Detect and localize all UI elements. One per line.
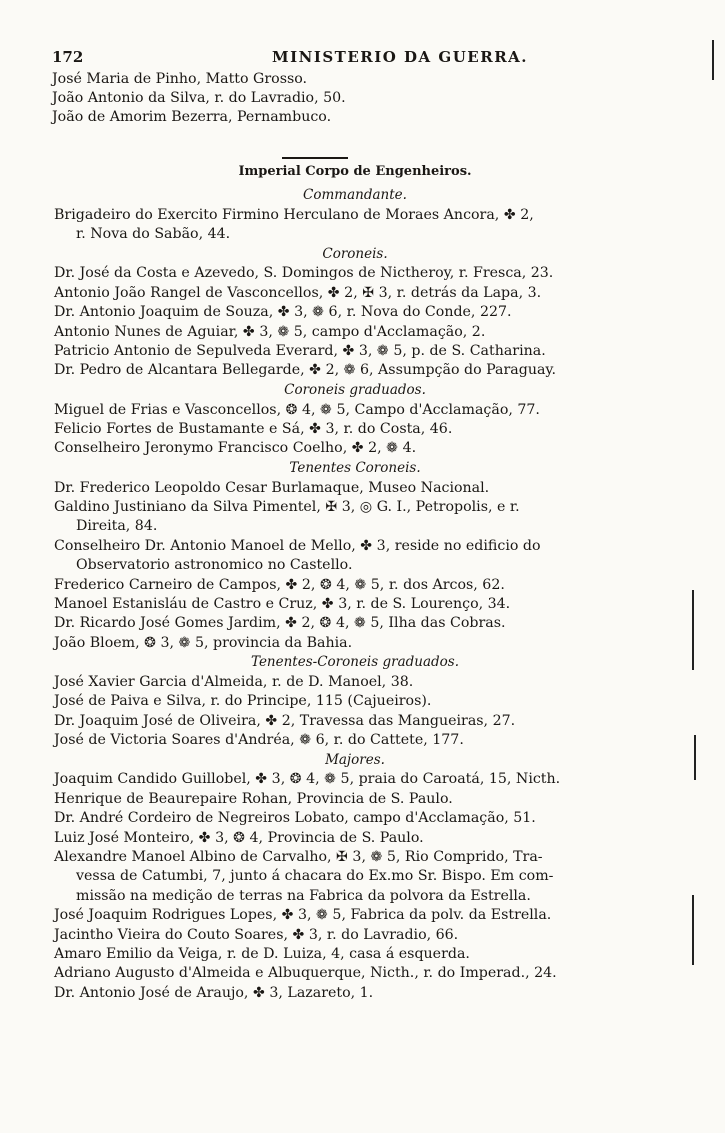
entry-line: Antonio João Rangel de Vasconcellos, ✤ 2, ✠ 3, r. detrás da Lapa, 3. [54, 284, 542, 301]
entry-line: Dr. Joaquim José de Oliveira, ✤ 2, Travessa das Mangueiras, 27. [54, 712, 516, 729]
entry-line: João Antonio da Silva, r. do Lavradio, 50. [52, 90, 346, 106]
entry-line: Joaquim Candido Guillobel, ✤ 3, ❂ 4, ❁ 5, praia do Caroatá, 15, Nicth. [54, 771, 561, 788]
entry-line: Dr. Antonio José de Araujo, ✤ 3, Lazareto, 1. [54, 984, 374, 1001]
margin-mark [692, 895, 694, 965]
entry-line: José de Paiva e Silva, r. do Principe, 115 (Cajueiros). [54, 693, 432, 710]
subsection-heading: Tenentes Coroneis. [289, 459, 421, 476]
entry-line: José de Victoria Soares d'Andréa, ❁ 6, r. do Cattete, 177. [54, 732, 464, 749]
subsection-heading: Coroneis graduados. [284, 381, 426, 398]
section-title: Imperial Corpo de Engenheiros. [238, 164, 472, 179]
entry-continuation: r. Nova do Sabão, 44. [76, 226, 231, 243]
entry-line: Felicio Fortes de Bustamante e Sá, ✤ 3, r. do Costa, 46. [54, 421, 453, 437]
entry-line: Amaro Emilio da Veiga, r. de D. Luiza, 4, casa á esquerda. [54, 946, 470, 962]
entry-line: Conselheiro Dr. Antonio Manoel de Mello, ✤ 3, reside no edificio do [54, 537, 541, 554]
entry-continuation: Observatorio astronomico no Castello. [76, 557, 353, 574]
entry-line: Adriano Augusto d'Almeida e Albuquerque, Nicth., r. do Imperad., 24. [54, 965, 557, 982]
subsection-heading: Tenentes-Coroneis graduados. [250, 654, 459, 671]
entry-line: José Joaquim Rodrigues Lopes, ✤ 3, ❁ 5, Fabrica da polv. da Estrella. [54, 907, 552, 924]
entry-line: Dr. Pedro de Alcantara Bellegarde, ✤ 2, ❁ 6, Assumpção do Paraguay. [54, 362, 557, 379]
entry-line: José Maria de Pinho, Matto Grosso. [52, 71, 308, 87]
entry-line: José Xavier Garcia d'Almeida, r. de D. Manoel, 38. [54, 674, 414, 690]
entry-line: Jacintho Vieira do Couto Soares, ✤ 3, r. do Lavradio, 66. [54, 926, 459, 943]
entry-line: Conselheiro Jeronymo Francisco Coelho, ✤ 2, ❁ 4. [54, 440, 417, 457]
entry-line: Henrique de Beaurepaire Rohan, Provincia de S. Paulo. [54, 790, 453, 807]
entry-line: Antonio Nunes de Aguiar, ✤ 3, ❁ 5, campo d'Acclamação, 2. [54, 323, 486, 340]
entry-line: Frederico Carneiro de Campos, ✤ 2, ❂ 4, ❁ 5, r. dos Arcos, 62. [54, 576, 505, 593]
entry-line: Patricio Antonio de Sepulveda Everard, ✤ 3, ❁ 5, p. de S. Catharina. [54, 343, 546, 359]
margin-mark [712, 40, 714, 80]
running-header: MINISTERIO DA GUERRA. [271, 48, 529, 66]
entry-line: Miguel de Frias e Vasconcellos, ❂ 4, ❁ 5, Campo d'Acclamação, 77. [54, 401, 540, 418]
entry-line: João de Amorim Bezerra, Pernambuco. [52, 109, 332, 125]
entry-line: Dr. Antonio Joaquim de Souza, ✤ 3, ❁ 6, r. Nova do Conde, 227. [54, 304, 512, 321]
entry-continuation: missão na medição de terras na Fabrica da polvora da Estrella. [76, 887, 531, 904]
entry-line: Galdino Justiniano da Silva Pimentel, ✠ 3, ◎ G. I., Petropolis, e r. [54, 499, 520, 515]
entry-line: Alexandre Manoel Albino de Carvalho, ✠ 3, ❁ 5, Rio Comprido, Tra- [54, 849, 543, 865]
entry-continuation: vessa de Catumbi, 7, junto á chacara do Ex.mo Sr. Bispo. Em com- [76, 868, 554, 885]
entry-line: Dr. André Cordeiro de Negreiros Lobato, campo d'Acclamação, 51. [54, 810, 536, 827]
entry-line: João Bloem, ❂ 3, ❁ 5, provincia da Bahia. [54, 634, 353, 651]
margin-mark [692, 590, 694, 670]
entry-line: Manoel Estanisláu de Castro e Cruz, ✤ 3, r. de S. Lourenço, 34. [54, 596, 511, 612]
entry-line: Dr. Frederico Leopoldo Cesar Burlamaque, Museo Nacional. [54, 479, 490, 496]
entry-line: Dr. José da Costa e Azevedo, S. Domingos de Nictheroy, r. Fresca, 23. [54, 265, 554, 282]
subsection-heading: Commandante. [303, 187, 407, 203]
entry-line: Luiz José Monteiro, ✤ 3, ❂ 4, Provincia de S. Paulo. [54, 829, 424, 846]
subsection-heading: Majores. [325, 751, 385, 768]
entry-continuation: Direita, 84. [76, 518, 158, 535]
margin-mark [694, 735, 696, 780]
page-number: 172 [52, 48, 84, 66]
entry-line: Brigadeiro do Exercito Firmino Herculano de Moraes Ancora, ✤ 2, [54, 206, 534, 223]
subsection-heading: Coroneis. [322, 245, 388, 262]
section-rule [282, 157, 348, 159]
entry-line: Dr. Ricardo José Gomes Jardim, ✤ 2, ❂ 4, ❁ 5, Ilha das Cobras. [54, 615, 506, 632]
